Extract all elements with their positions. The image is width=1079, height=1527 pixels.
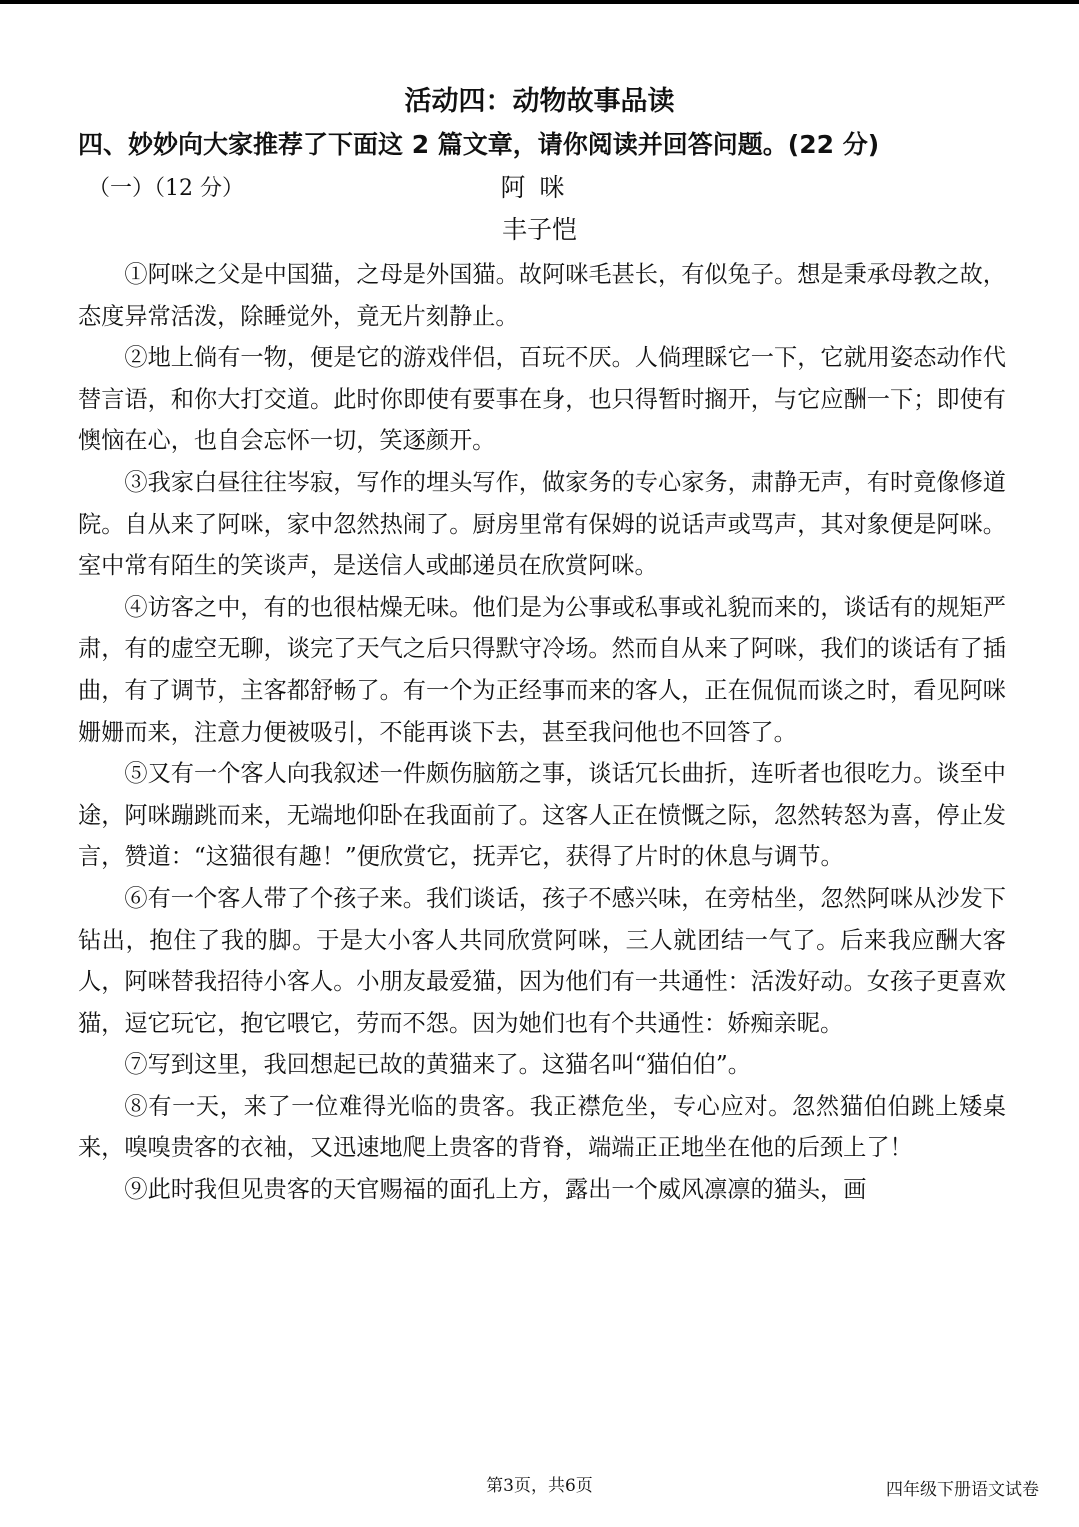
paragraph-1: ①阿咪之父是中国猫，之母是外国猫。故阿咪毛甚长，有似兔子。想是秉承母教之故，态度异常活泼，除睡觉外，竟无片刻静止。 (78, 261, 1006, 330)
exam-name: 四年级下册语文试卷 (886, 1480, 1039, 1500)
story-title: 阿咪 (500, 173, 579, 202)
page-number: 第3页，共6页 (486, 1476, 593, 1496)
story-body (78, 254, 1006, 1211)
paragraph-4: ④访客之中，有的也很枯燥无味。他们是为公事或私事或礼貌而来的，谈话有的规矩严肃，有的虚空无聊，谈完了天气之后只得默守冷场。然而自从来了阿咪，我们的谈话有了插曲，有了调节，主客都舒畅了。有一个为正经事而来的客人，正在侃侃而谈之时，看见阿咪姗姗而来，注意力便被吸引，不能再谈下去，甚至我问他也不回答了。 (78, 593, 1006, 746)
part-label: （一）（12 分） (88, 176, 244, 201)
activity-title: 活动四：动物故事品读 (404, 86, 675, 117)
paragraph-5: ⑤又有一个客人向我叙述一件颇伤脑筋之事，谈话冗长曲折，连听者也很吃力。谈至中途，阿咪蹦跳而来，无端地仰卧在我面前了。这客人正在愤慨之际，忽然转怒为喜，停止发言，赞道：“这猫很有趣！”便欣赏它，抚弄它，获得了片时的休息与调节。 (78, 760, 1006, 871)
paragraph-9: ⑨此时我但见贵客的天官赐福的面孔上方，露出一个威风凛凛的猫头，画 (124, 1176, 867, 1204)
paragraph-2: ②地上倘有一物，便是它的游戏伴侣，百玩不厌。人倘理睬它一下，它就用姿态动作代替言语，和你大打交道。此时你即使有要事在身，也只得暂时搁开，与它应酬一下；即使有懊恼在心，也自会忘怀一切，笑逐颜开。 (78, 344, 1006, 455)
paragraph-6: ⑥有一个客人带了个孩子来。我们谈话，孩子不感兴味，在旁枯坐，忽然阿咪从沙发下钻出，抱住了我的脚。于是大小客人共同欣赏阿咪，三人就团结一气了。后来我应酬大客人，阿咪替我招待小客人。小朋友最爱猫，因为他们有一共通性：活泼好动。女孩子更喜欢猫，逗它玩它，抱它喂它，劳而不怨。因为她们也有个共通性：娇痴亲昵。 (78, 884, 1006, 1037)
scan-top-edge (0, 0, 1079, 4)
paragraph-8: ⑧有一天，来了一位难得光临的贵客。我正襟危坐，专心应对。忽然猫伯伯跳上矮桌来，嗅嗅贵客的衣袖，又迅速地爬上贵客的背脊，端端正正地坐在他的后颈上了！ (78, 1092, 1006, 1162)
paragraph-3: ③我家白昼往往岑寂，写作的埋头写作，做家务的专心家务，肃静无声，有时竟像修道院。自从来了阿咪，家中忽然热闹了。厨房里常有保姆的说话声或骂声，其对象便是阿咪。室中常有陌生的笑谈声，是送信人或邮递员在欣赏阿咪。 (78, 468, 1006, 580)
question-heading: 四、妙妙向大家推荐了下面这 2 篇文章，请你阅读并回答问题。(22 分) (78, 130, 880, 159)
story-author: 丰子恺 (501, 215, 577, 244)
paragraph-7: ⑦写到这里，我回想起已故的黄猫来了。这猫名叫“猫伯伯”。 (124, 1051, 751, 1079)
